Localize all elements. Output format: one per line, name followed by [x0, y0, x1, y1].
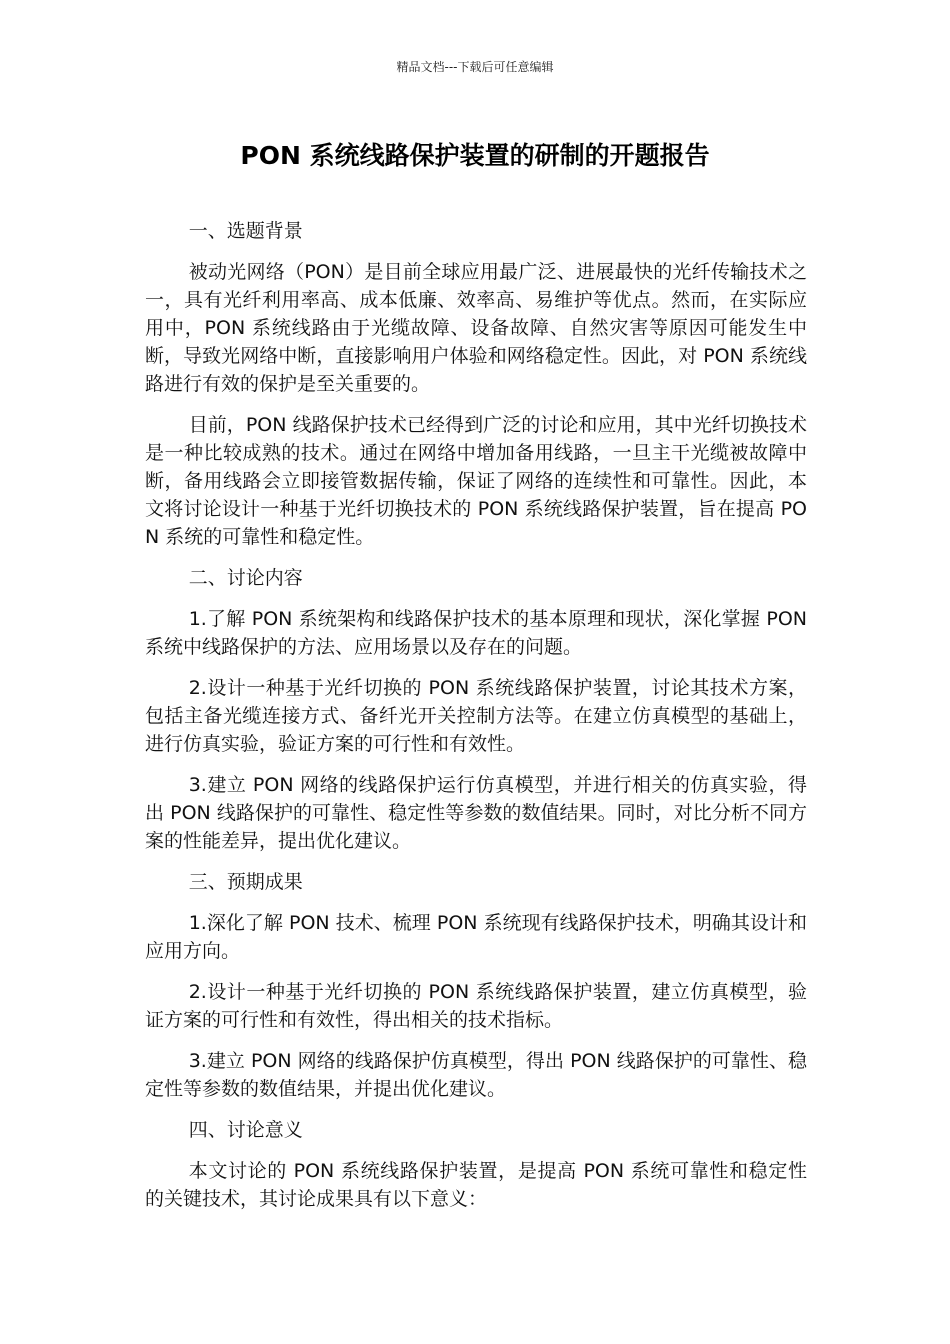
paragraph-background-2: 目前，PON 线路保护技术已经得到广泛的讨论和应用，其中光纤切换技术是一种比较成熟的技术。通过在网络中增加备用线路，一旦主干光缆被故障中断，备用线路会立即接管数据传输，保证了网络的连续性和可靠性。因此，本文将讨论设计一种基于光纤切换技术的 PON 系统线路保护装置，旨在提高 PON 系统的可靠性和稳定性。 — [145, 414, 807, 548]
section-heading-results: 三、预期成果 — [188, 871, 303, 893]
paragraph-results-3: 3.建立 PON 网络的线路保护仿真模型，得出 PON 线路保护的可靠性、稳定性等参数的数值结果，并提出优化建议。 — [145, 1050, 807, 1100]
paragraph-content-2: 2.设计一种基于光纤切换的 PON 系统线路保护装置，讨论其技术方案，包括主备光缆连接方式、备纤光开关控制方法等。在建立仿真模型的基础上，进行仿真实验，验证方案的可行性和有效性。 — [145, 677, 807, 755]
paragraph-content-3: 3.建立 PON 网络的线路保护运行仿真模型，并进行相关的仿真实验，得出 PON 线路保护的可靠性、稳定性等参数的数值结果。同时，对比分析不同方案的性能差异，提出优化建议。 — [145, 774, 807, 852]
paragraph-results-2: 2.设计一种基于光纤切换的 PON 系统线路保护装置，建立仿真模型，验证方案的可行性和有效性，得出相关的技术指标。 — [145, 981, 807, 1031]
paragraph-content-1: 1.了解 PON 系统架构和线路保护技术的基本原理和现状，深化掌握 PON 系统中线路保护的方法、应用场景以及存在的问题。 — [145, 608, 807, 658]
paragraph-background-1: 被动光网络（PON）是目前全球应用最广泛、进展最快的光纤传输技术之一，具有光纤利用率高、成本低廉、效率高、易维护等优点。然而，在实际应用中，PON 系统线路由于光缆故障、设备故障、自然灾害等原因可能发生中断，导致光网络中断，直接影响用户体验和网络稳定性。因此，对 PON 系统线路进行有效的保护是至关重要的。 — [145, 261, 807, 395]
paragraph-results-1: 1.深化了解 PON 技术、梳理 PON 系统现有线路保护技术，明确其设计和应用方向。 — [145, 912, 807, 962]
paragraph-significance-1: 本文讨论的 PON 系统线路保护装置，是提高 PON 系统可靠性和稳定性的关键技术，其讨论成果具有以下意义： — [145, 1160, 807, 1210]
document-body — [145, 217, 807, 1226]
section-heading-background: 一、选题背景 — [188, 220, 303, 242]
page-header-watermark: 精品文档---下载后可任意编辑 — [396, 60, 554, 74]
section-heading-content: 二、讨论内容 — [188, 567, 303, 589]
section-heading-significance: 四、讨论意义 — [188, 1119, 303, 1141]
document-title: PON 系统线路保护装置的研制的开题报告 — [240, 141, 710, 170]
